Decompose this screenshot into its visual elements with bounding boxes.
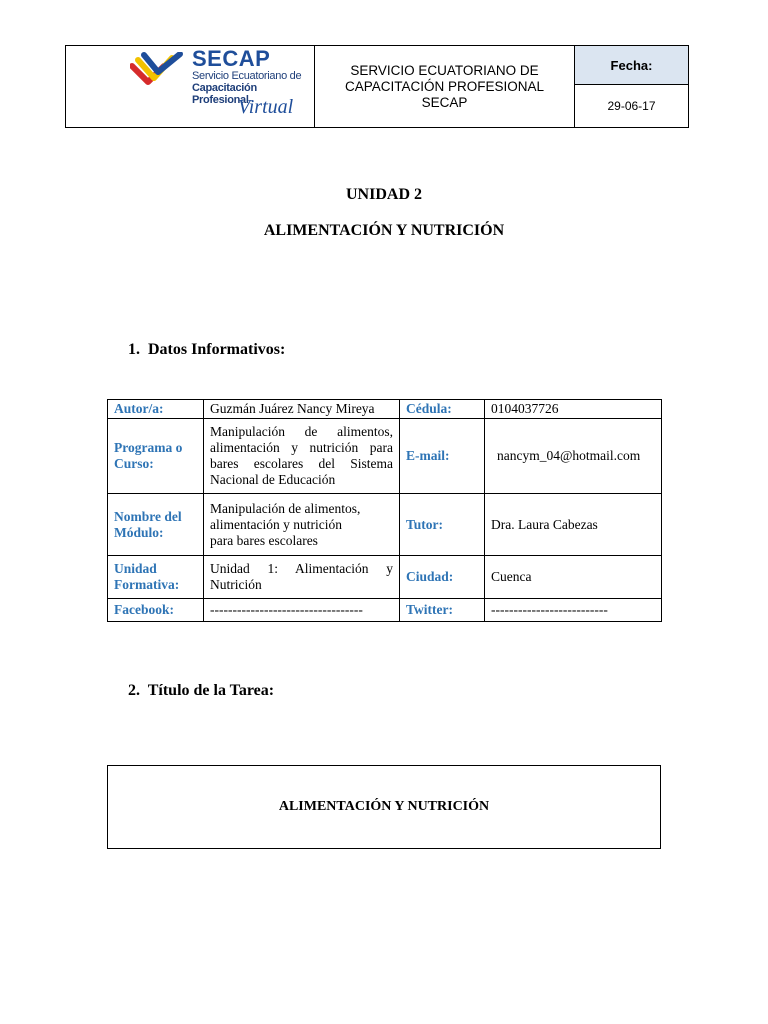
section-title: Título de la Tarea: <box>147 682 275 699</box>
autor-value: Guzmán Juárez Nancy Mireya <box>204 400 400 419</box>
unidad-label: Unidad Formativa: <box>108 556 204 599</box>
section-heading-datos <box>128 341 285 359</box>
section-number: 2. <box>128 682 140 699</box>
secap-logo <box>66 46 315 127</box>
info-table <box>107 399 662 622</box>
modulo-line: alimentación y nutrición <box>210 516 342 532</box>
task-title: ALIMENTACIÓN Y NUTRICIÓN <box>278 799 490 814</box>
tutor-label: Tutor: <box>400 494 485 556</box>
modulo-value <box>204 494 400 556</box>
institution-name <box>315 46 575 127</box>
logo-brand: SECAP <box>192 46 271 71</box>
autor-label: Autor/a: <box>108 400 204 419</box>
programa-label: Programa o Curso: <box>108 419 204 494</box>
ciudad-value: Cuenca <box>485 556 662 599</box>
twitter-value: -------------------------- <box>485 599 662 622</box>
task-title-box <box>107 765 661 849</box>
institution-line: CAPACITACIÓN PROFESIONAL <box>344 78 545 94</box>
cedula-label: Cédula: <box>400 400 485 419</box>
document-header <box>65 45 689 128</box>
programa-value: Manipulación de alimentos, alimentación y nutrición para bares escolares del Sistema Nacional de Educación <box>204 419 400 494</box>
ciudad-label: Ciudad: <box>400 556 485 599</box>
unit-subtitle: ALIMENTACIÓN Y NUTRICIÓN <box>263 222 505 239</box>
institution-line: SECAP <box>421 94 468 110</box>
tutor-value: Dra. Laura Cabezas <box>485 494 662 556</box>
section-number: 1. <box>128 341 140 358</box>
table-row <box>108 494 662 556</box>
logo-line2: Capacitación Profesional <box>192 82 257 106</box>
logo-line1: Servicio Ecuatoriano de <box>192 70 302 82</box>
table-row <box>108 556 662 599</box>
table-row <box>108 599 662 622</box>
email-label: E-mail: <box>400 419 485 494</box>
email-value: nancym_04@hotmail.com <box>485 419 662 494</box>
table-row <box>108 419 662 494</box>
secap-emblem-icon <box>130 52 190 96</box>
logo-virtual: Virtual <box>238 96 294 118</box>
modulo-line: para bares escolares <box>210 532 318 548</box>
section-title: Datos Informativos: <box>148 341 286 358</box>
date-cell <box>575 46 688 127</box>
table-row <box>108 400 662 419</box>
unidad-value: Unidad 1: Alimentación y Nutrición <box>204 556 400 599</box>
unit-title: UNIDAD 2 <box>346 186 422 203</box>
section-heading-titulo <box>128 682 274 700</box>
twitter-label: Twitter: <box>400 599 485 622</box>
modulo-label: Nombre del Módulo: <box>108 494 204 556</box>
cedula-value: 0104037726 <box>485 400 662 419</box>
facebook-value: ---------------------------------- <box>204 599 400 622</box>
institution-line: SERVICIO ECUATORIANO DE <box>350 62 539 78</box>
facebook-label: Facebook: <box>108 599 204 622</box>
date-label: Fecha: <box>575 46 688 85</box>
modulo-line: Manipulación de alimentos, <box>210 500 361 516</box>
date-value: 29-06-17 <box>607 99 656 113</box>
